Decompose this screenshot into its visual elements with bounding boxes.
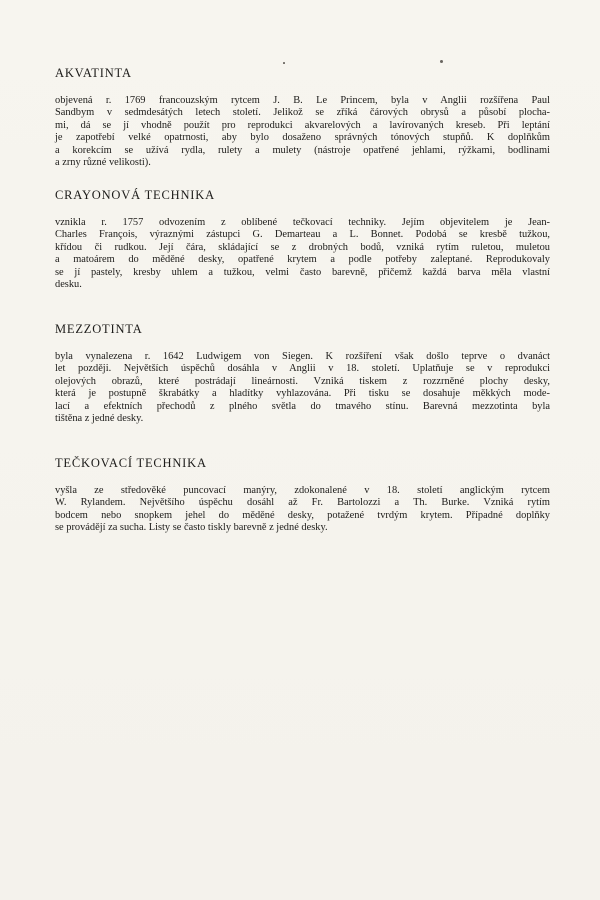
print-speck xyxy=(440,60,443,63)
body-line: W. Rylandem. Největšího úspěchu dosáhl až Fr. Bartolozzi a Th. Burke. Vzniká rytím xyxy=(55,497,550,509)
body-line: a zrny různé velikosti). xyxy=(55,157,151,169)
body-line: se provádějí za sucha. Listy se často tiskly barevně z jedné desky. xyxy=(55,522,328,534)
section-teckovaci-technika xyxy=(55,456,550,535)
section-mezzotinta xyxy=(55,322,550,425)
body-line: Sandbym v sedmdesátých letech století. Jelikož se zříká čárových obrysů a působí plocha- xyxy=(55,107,550,119)
body-line: a matoárem do měděné desky, opatřené krytem a podle potřeby zaleptané. Reprodukovaly xyxy=(55,254,550,266)
section-body xyxy=(55,485,550,535)
body-line: Charles François, výraznými zástupci G. Demarteau a L. Bonnet. Podobá se kresbě tužkou, xyxy=(55,229,550,241)
section-heading: CRAYONOVÁ TECHNIKA xyxy=(55,188,215,202)
body-line: je zapotřebí velké opatrnosti, aby bylo dosaženo správných tónových stupňů. K doplňkům xyxy=(55,132,550,144)
print-speck xyxy=(283,62,285,64)
body-line: vyšla ze středověké puncovací manýry, zdokonalené v 18. století anglickým rytcem xyxy=(55,485,550,496)
section-body xyxy=(55,95,550,169)
section-heading: TEČKOVACÍ TECHNIKA xyxy=(55,456,207,470)
section-body xyxy=(55,351,550,425)
body-line: olejových obrazů, které postrádají lineárnosti. Vzniká tiskem z rozzrněné plochy desky, xyxy=(55,375,550,387)
body-line: tištěna z jedné desky. xyxy=(55,413,144,425)
section-crayonova-technika xyxy=(55,188,550,291)
body-line: bodcem nebo snopkem jehel do měděné desky, potažené tvrdým krytem. Případné doplňky xyxy=(55,509,550,521)
body-line: která je postupně škrabátky a hladítky vyhlazována. Při tisku se dosahuje měkkých mode- xyxy=(55,388,550,400)
body-line: mi, dá se jí vhodně použít pro reprodukci akvarelových a lavírovaných kreseb. Při leptání xyxy=(55,119,550,131)
body-line: byla vynalezena r. 1642 Ludwigem von Siegen. K rozšíření však došlo teprve o dvanáct xyxy=(55,351,550,362)
body-line: se jí pastely, kresby uhlem a tužkou, velmi často barevně, přičemž každá barva měla vlastní xyxy=(55,266,550,278)
body-line: lací a efektních přechodů z plného světla do tmavého stínu. Barevná mezzotinta byla xyxy=(55,400,550,412)
section-akvatinta xyxy=(55,66,550,169)
body-line: desku. xyxy=(55,279,82,291)
body-line: let později. Největších úspěchů dosáhla v Anglii v 18. století. Uplatňuje se v reprodukci xyxy=(55,363,550,375)
body-line: objevená r. 1769 francouzským rytcem J. B. Le Princem, byla v Anglii rozšířena Paul xyxy=(55,95,550,106)
section-body xyxy=(55,217,550,291)
body-line: křídou či rudkou. Její čára, skládající se z drobných bodů, vzniká rytím ruletou, muletou xyxy=(55,241,550,253)
body-line: vznikla r. 1757 odvozením z oblíbené tečkovací techniky. Jejím objevitelem je Jean- xyxy=(55,217,550,228)
body-line: a korekcím se užívá rydla, rulety a mulety (nástroje opatřené jehlami, rýžkami, bodlinami xyxy=(55,144,550,156)
section-heading: AKVATINTA xyxy=(55,66,132,80)
section-heading: MEZZOTINTA xyxy=(55,322,143,336)
